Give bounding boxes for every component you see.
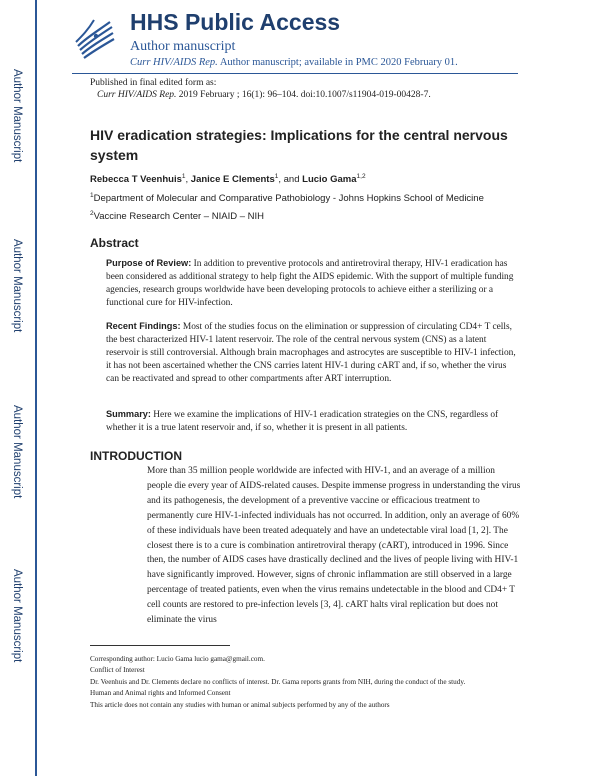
abstract-section-label: Recent Findings: xyxy=(106,321,181,331)
author-separator: , xyxy=(185,174,191,186)
sidebar-label-3: Author Manuscript xyxy=(11,405,23,499)
sidebar-label-2: Author Manuscript xyxy=(11,239,23,333)
abstract-section-text: Most of the studies focus on the elimination or suppression of circulating CD4+ T cells, the best characterized HIV-1 latent reservoir. The role of the central nervous system (CNS) as a latent reservoir is still controversial. Although brain macrophages and astrocytes are susceptible to HIV-1 infection, it has not been ascertained whether the CNS carries latent HIV-1 during cART and, if so, whether the virus can be reactivated and spread to other compartments after ART interruption. xyxy=(106,322,516,384)
footnote-rights-heading: Human and Animal rights and Informed Consent xyxy=(90,689,231,698)
abstract-section-label: Purpose of Review: xyxy=(106,258,192,268)
header-divider xyxy=(72,73,518,74)
sidebar-divider xyxy=(35,0,37,776)
sidebar-label-4: Author Manuscript xyxy=(11,569,23,663)
affiliation-text: Vaccine Research Center – NIAID – NIH xyxy=(93,211,264,223)
published-label: Published in final edited form as: xyxy=(90,78,217,88)
footnote-divider xyxy=(90,645,230,646)
article-title: HIV eradication strategies: Implications for the central nervous system xyxy=(90,127,508,163)
sidebar-label-1: Author Manuscript xyxy=(11,69,23,163)
abstract-summary xyxy=(106,408,520,435)
affiliation-marker: 1 xyxy=(90,192,94,199)
affiliation-marker: 2 xyxy=(90,210,94,217)
footnote-conflict-text: Dr. Veenhuis and Dr. Clements declare no conflicts of interest. Dr. Gama reports grants from NIH, during the conduct of the study. xyxy=(90,677,466,686)
introduction-text: More than 35 million people worldwide are infected with HIV-1, and an average of a million people die every year of AIDS-related causes. Despite immense progress in understanding the virus and its pathogenesis, the development of a preventive vaccine or efficacious treatment to permanently cure HIV-1-infected individuals has not occurred. In addition, only an average of 60% of these individuals have been treated adequately and have an undetectable viral load [1, 2]. The closest there is to a cure is combination antiretroviral therapy (cART), introduced in 1996. Since then, the number of AIDS cases have drastically declined and the lives of people living with HIV-1 have significantly improved. However, signs of chronic inflammation are still observed in a large percentage of treated patients, even when the virus remains undetectable in the blood and CD4+ T cell counts are restored to pre-infection levels [3, 4]. cART halts viral replication but does not eliminate the virus xyxy=(147,466,521,626)
header-journal-availability: Author manuscript; available in PMC 2020 February 01. xyxy=(217,57,458,68)
hhs-eagle-icon xyxy=(72,16,116,62)
footnote-rights-text: This article does not contain any studies with human or animal subjects performed by any of the authors xyxy=(90,700,390,709)
footnote-conflict-heading: Conflict of Interest xyxy=(90,666,145,675)
author-name: Janice E Clements xyxy=(190,174,275,186)
header-subtitle: Author manuscript xyxy=(130,39,236,54)
author-name: Rebecca T Veenhuis xyxy=(90,174,182,186)
author-affiliation-ref: 1,2 xyxy=(356,173,366,180)
abstract-section-label: Summary: xyxy=(106,409,151,419)
header-journal-name: Curr HIV/AIDS Rep. xyxy=(130,57,218,68)
introduction-heading: INTRODUCTION xyxy=(90,449,182,463)
publication-citation xyxy=(97,90,431,100)
abstract-findings xyxy=(106,320,520,386)
affiliation-text: Department of Molecular and Comparative Pathobiology - Johns Hopkins School of Medicine xyxy=(93,193,484,205)
abstract-purpose xyxy=(106,257,520,310)
author-affiliation-ref: 1 xyxy=(181,173,186,180)
abstract-heading: Abstract xyxy=(90,236,139,250)
affiliation-2 xyxy=(90,210,264,222)
citation-journal: Curr HIV/AIDS Rep. xyxy=(97,90,177,100)
abstract-section-text: Here we examine the implications of HIV-1 eradication strategies on the CNS, regardless of whether it is a true latent reservoir and, if so, whether it is present in all patients. xyxy=(106,410,499,433)
footnote-corresponding-author: Corresponding author: Lucio Gama lucio gama@gmail.com. xyxy=(90,655,265,663)
citation-details: 2019 February ; 16(1): 96–104. doi:10.1007/s11904-019-00428-7. xyxy=(176,90,431,100)
author-list xyxy=(90,173,366,185)
affiliation-1 xyxy=(90,192,484,204)
abstract-section-text: In addition to preventive protocols and antiretroviral therapy, HIV-1 eradication has been considered as additional strategy to help fight the AIDS epidemic. With the support of multiple funding agencies, research groups worldwide have been developing protocols to achieve either a sterilizing or a functional cure for HIV-infection. xyxy=(106,259,514,308)
author-affiliation-ref: 1 xyxy=(274,173,279,180)
author-name: Lucio Gama xyxy=(302,174,357,186)
author-separator: , and xyxy=(278,174,303,186)
footnotes xyxy=(90,654,520,711)
header-title: HHS Public Access xyxy=(130,9,341,35)
header-journal-line xyxy=(130,57,458,68)
